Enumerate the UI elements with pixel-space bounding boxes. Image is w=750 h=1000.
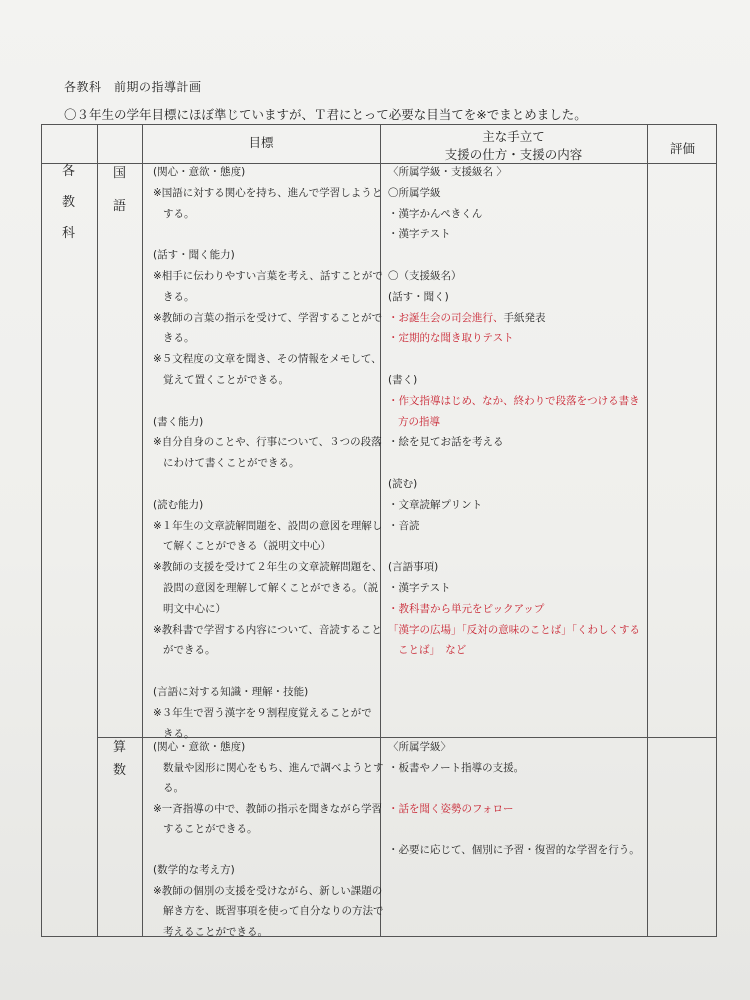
goal-line: ※５文程度の文章を聞き、その情報をメモして、: [153, 353, 382, 366]
goal-line: ※教師の言葉の指示を受けて、学習することがで: [153, 311, 383, 324]
support-line: ・音読: [388, 519, 420, 532]
goal-line: きる。: [163, 727, 195, 740]
support-line: ・漢字かんぺきくん: [388, 207, 483, 220]
support-line: ・漢字テスト: [388, 582, 451, 594]
support-line: ことば」 など: [398, 644, 467, 657]
category-char: 科: [62, 226, 76, 241]
subject-name-math: [113, 741, 126, 787]
document-title: 各教科 前期の指導計画: [64, 80, 202, 94]
goal-line: ※教科書で学習する内容について、音読すること: [153, 623, 382, 636]
math-supports: [388, 742, 646, 932]
subject-char: 国: [113, 166, 127, 181]
support-line: (話す・聞く): [388, 290, 449, 303]
support-line: 〈所属学級・支援級名 〉: [388, 166, 507, 178]
col-divider-support: [647, 125, 648, 936]
support-line: ・必要に応じて、個別に予習・復習的な学習を行う。: [388, 843, 640, 856]
japanese-supports: [388, 167, 646, 732]
support-line: (言語事項): [388, 561, 439, 574]
subject-char: 数: [113, 763, 127, 778]
col-divider-subject: [142, 125, 143, 936]
goal-line: 考えることができる。: [163, 925, 268, 938]
support-line: 〇（支援級名）: [388, 270, 462, 282]
goal-line: ※一斉指導の中で、教師の指示を聞きながら学習: [153, 802, 383, 815]
support-line: 方の指導: [398, 415, 440, 428]
goal-line: ※教師の支援を受けて２年生の文章読解問題を、: [153, 561, 383, 574]
goal-line: ※３年生で習う漢字を９割程度覚えることがで: [153, 706, 372, 719]
header-divider: [42, 163, 716, 164]
subject-char: 算: [113, 740, 127, 755]
goal-line: きる。: [163, 332, 195, 345]
header-evaluation: 評価: [669, 141, 695, 156]
goal-line: (関心・意欲・態度): [153, 166, 246, 178]
support-line-tail: 手紙発表: [503, 311, 546, 324]
header-support-subtitle: 支援の仕方・支援の内容: [444, 147, 583, 162]
goal-line: ※自分自身のことや、行事について、３つの段落: [153, 436, 382, 449]
support-line: ・話を聞く姿勢のフォロー: [388, 802, 514, 815]
goal-line: 解き方を、既習事項を使って自分なりの方法で: [163, 905, 384, 917]
plan-table: [41, 124, 717, 937]
goal-line: 覚えて置くことができる。: [163, 374, 289, 386]
goal-line: ※教師の個別の支援を受けながら、新しい課題の: [153, 884, 383, 897]
goal-line: て解くことができる（説明文中心）: [163, 540, 331, 553]
support-line: ・お誕生会の司会進行、手紙発表: [388, 311, 546, 324]
goal-line: (言語に対する知識・理解・技能): [153, 686, 309, 698]
support-line: ・文章読解プリント: [388, 498, 483, 511]
col-divider-category: [97, 125, 98, 936]
category-label: [62, 165, 75, 258]
support-line: 〈所属学級〉: [388, 741, 451, 753]
goal-line: 設問の意図を理解して解くことができる。（説: [163, 582, 379, 594]
goal-line: する。: [163, 207, 195, 220]
support-line: ・教科書から単元をピックアップ: [388, 602, 545, 615]
goal-line: (話す・聞く能力): [153, 249, 235, 262]
goal-line: 数量や図形に関心をもち、進んで調べようとす: [163, 761, 384, 774]
goal-line: る。: [163, 782, 184, 794]
goal-line: 明文中心に）: [163, 602, 226, 615]
intro-text: 〇３年生の学年目標にほぼ準じていますが、Ｔ君にとって必要な目当てを※でまとめました。: [64, 107, 587, 122]
support-line: 〇所属学級: [388, 186, 441, 199]
goal-line: ※相手に伝わりやすい言葉を考え、話すことがで: [153, 270, 383, 282]
support-line: ・作文指導はじめ、なか、終わりで段落をつける書き: [388, 394, 640, 407]
goal-line: (関心・意欲・態度): [153, 741, 246, 753]
category-char: 各: [62, 164, 76, 179]
subject-char: 語: [113, 199, 127, 214]
support-line: 「漢字の広場」「反対の意味のことば」「くわしくする: [388, 623, 640, 636]
support-line: ・絵を見てお話を考える: [388, 436, 504, 449]
goal-line: (書く能力): [153, 415, 204, 428]
goal-line: きる。: [163, 290, 195, 303]
goal-line: ※国語に対する関心を持ち、進んで学習しようと: [153, 186, 383, 199]
support-line: ・漢字テスト: [388, 228, 451, 241]
goal-line: にわけて書くことができる。: [163, 457, 300, 470]
japanese-goals: [153, 166, 383, 740]
subject-name-japanese: [113, 167, 126, 233]
goal-line: ができる。: [163, 644, 216, 657]
support-line: (書く): [388, 374, 418, 386]
goal-line: ※１年生の文章読解問題を、設問の意図を理解し: [153, 519, 383, 532]
support-line: (読む): [388, 478, 418, 490]
goal-line: (数学的な考え方): [153, 864, 235, 876]
support-line: ・定期的な聞き取りテスト: [388, 332, 514, 345]
category-char: 教: [62, 195, 76, 210]
goal-line: することができる。: [163, 823, 258, 835]
math-goals: [153, 741, 384, 938]
support-line: ・板書やノート指導の支援。: [388, 761, 525, 774]
goal-line: (読む能力): [153, 498, 204, 511]
header-support-title: 主な手立て: [482, 129, 545, 144]
header-goal: 目標: [248, 135, 274, 150]
